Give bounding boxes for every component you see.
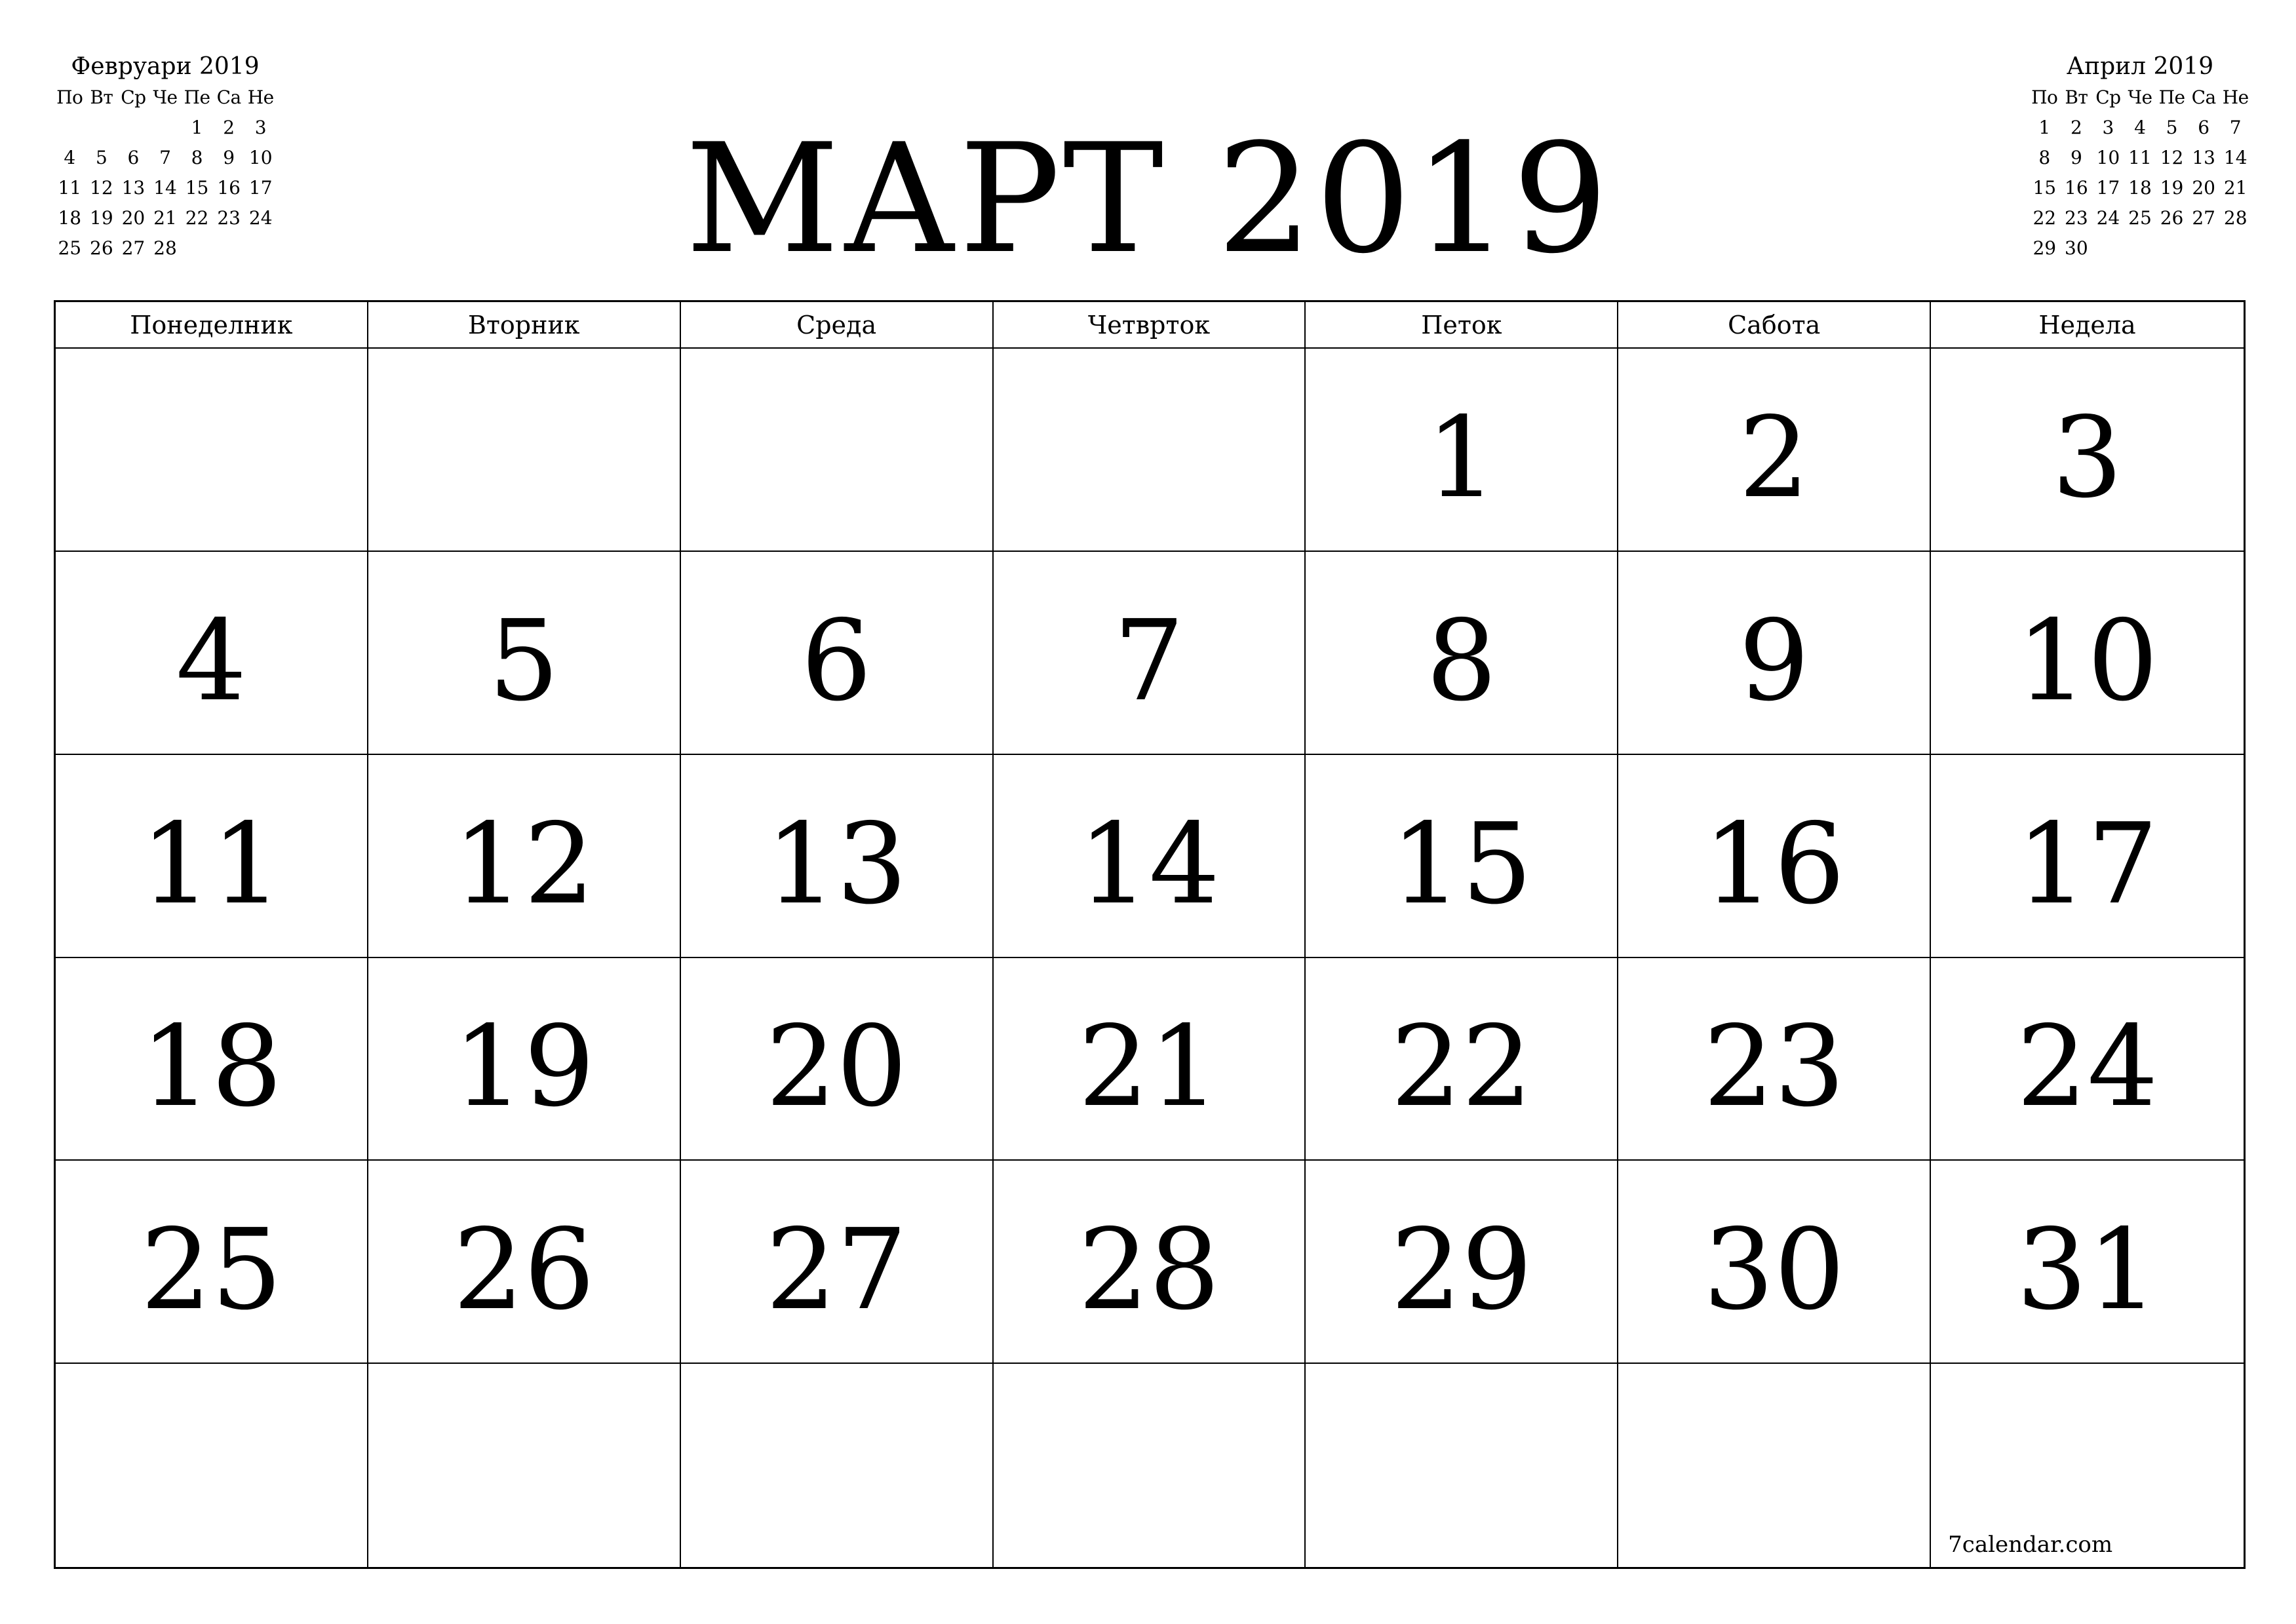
mini-prev-day: 7 xyxy=(159,147,171,168)
mini-next-day: 13 xyxy=(2192,147,2215,168)
day-number: 5 xyxy=(488,596,560,726)
mini-next-day: 2 xyxy=(2070,117,2082,138)
day-cell[interactable] xyxy=(994,755,1306,958)
day-number: 13 xyxy=(765,799,908,929)
day-number: 15 xyxy=(1390,799,1533,929)
mini-next-day xyxy=(2156,233,2188,263)
mini-prev-day: 14 xyxy=(153,177,177,199)
day-number: 28 xyxy=(1078,1205,1220,1336)
month-grid xyxy=(54,300,2246,1569)
mini-next-day: 12 xyxy=(2160,147,2184,168)
mini-prev-weekday: Са xyxy=(216,87,241,108)
mini-prev-day: 4 xyxy=(64,147,76,168)
weekday-header: Среда xyxy=(681,302,994,349)
mini-next-day: 30 xyxy=(2065,237,2088,259)
day-cell[interactable] xyxy=(1306,552,1618,755)
mini-prev-day: 8 xyxy=(191,147,203,168)
mini-prev-day: 12 xyxy=(90,177,113,199)
day-cell[interactable] xyxy=(994,1364,1306,1567)
mini-prev-day: 3 xyxy=(254,117,267,138)
mini-prev-day: 27 xyxy=(121,237,146,259)
day-cell[interactable] xyxy=(1306,349,1618,552)
day-cell[interactable] xyxy=(994,958,1306,1161)
day-cell[interactable] xyxy=(56,552,368,755)
mini-calendar-next-title: Април 2019 xyxy=(2066,53,2214,80)
mini-next-day: 20 xyxy=(2192,177,2215,199)
day-cell[interactable] xyxy=(56,349,368,552)
day-number: 19 xyxy=(453,1002,595,1132)
mini-next-day: 14 xyxy=(2223,147,2247,168)
day-cell[interactable] xyxy=(1618,349,1931,552)
mini-calendar-prev-title: Февруари 2019 xyxy=(71,53,260,80)
day-number: 17 xyxy=(2016,799,2158,929)
mini-prev-day: 1 xyxy=(191,117,203,138)
mini-prev-day: 20 xyxy=(121,207,146,229)
mini-next-day: 10 xyxy=(2096,147,2120,168)
mini-next-day: 26 xyxy=(2160,207,2184,229)
mini-prev-weekday: Вт xyxy=(90,87,113,108)
mini-calendar-next xyxy=(2029,52,2251,263)
mini-next-day: 8 xyxy=(2038,147,2051,168)
mini-prev-day: 10 xyxy=(248,147,273,168)
mini-prev-day: 11 xyxy=(58,177,82,199)
day-cell[interactable] xyxy=(1618,1161,1931,1364)
day-number: 21 xyxy=(1078,1002,1220,1132)
mini-next-day: 23 xyxy=(2065,207,2088,229)
day-number: 29 xyxy=(1390,1205,1533,1336)
day-number: 23 xyxy=(1703,1002,1845,1132)
day-cell[interactable] xyxy=(681,349,994,552)
weekday-header: Вторник xyxy=(368,302,681,349)
mini-prev-day: 9 xyxy=(223,147,235,168)
day-number: 26 xyxy=(453,1205,595,1336)
day-cell[interactable] xyxy=(994,1161,1306,1364)
page-title: МАРТ 2019 xyxy=(685,112,1611,287)
day-cell[interactable] xyxy=(681,1161,994,1364)
mini-next-day xyxy=(2092,233,2124,263)
day-number: 31 xyxy=(2016,1205,2158,1336)
mini-next-day: 25 xyxy=(2128,207,2152,229)
day-cell[interactable] xyxy=(1931,755,2244,958)
weekday-header: Понеделник xyxy=(56,302,368,349)
day-number: 12 xyxy=(453,799,595,929)
mini-next-day: 27 xyxy=(2192,207,2215,229)
day-cell[interactable] xyxy=(1931,958,2244,1161)
mini-prev-day: 17 xyxy=(248,177,273,199)
mini-next-day: 6 xyxy=(2198,117,2210,138)
day-number: 4 xyxy=(176,596,247,726)
day-cell[interactable] xyxy=(1306,958,1618,1161)
weekday-header: Недела xyxy=(1931,302,2244,349)
mini-prev-weekday: Че xyxy=(153,87,178,108)
mini-prev-day: 6 xyxy=(127,147,140,168)
day-cell[interactable] xyxy=(56,1161,368,1364)
mini-next-weekday: Вт xyxy=(2065,87,2088,108)
day-cell[interactable] xyxy=(368,1161,681,1364)
day-cell[interactable] xyxy=(994,552,1306,755)
mini-next-day: 22 xyxy=(2033,207,2057,229)
day-cell[interactable] xyxy=(1306,1161,1618,1364)
mini-next-weekday: Са xyxy=(2191,87,2216,108)
day-cell[interactable] xyxy=(1931,1364,2244,1567)
day-number: 9 xyxy=(1738,596,1810,726)
weekday-header: Сабота xyxy=(1618,302,1931,349)
day-number: 22 xyxy=(1390,1002,1533,1132)
day-number: 1 xyxy=(1426,393,1497,523)
day-cell[interactable] xyxy=(1931,1161,2244,1364)
mini-next-day: 9 xyxy=(2070,147,2082,168)
mini-prev-weekday: Пе xyxy=(184,87,210,108)
day-cell[interactable] xyxy=(1931,349,2244,552)
mini-prev-day: 18 xyxy=(58,207,82,229)
mini-next-day: 29 xyxy=(2033,237,2057,259)
mini-next-day: 21 xyxy=(2223,177,2247,199)
mini-prev-day: 16 xyxy=(217,177,241,199)
day-number: 6 xyxy=(801,596,872,726)
mini-prev-day: 5 xyxy=(95,147,107,168)
mini-prev-day: 25 xyxy=(58,237,82,259)
day-number: 14 xyxy=(1078,799,1220,929)
day-cell[interactable] xyxy=(1618,755,1931,958)
mini-next-day: 11 xyxy=(2128,147,2152,168)
mini-prev-weekday: По xyxy=(56,87,83,108)
mini-prev-weekday: Не xyxy=(247,87,274,108)
day-cell[interactable] xyxy=(368,552,681,755)
day-number: 16 xyxy=(1703,799,1845,929)
day-cell[interactable] xyxy=(681,1364,994,1567)
day-number: 11 xyxy=(140,799,282,929)
mini-prev-day: 24 xyxy=(248,207,273,229)
weekday-header: Четврток xyxy=(994,302,1306,349)
mini-next-weekday: Че xyxy=(2128,87,2152,108)
day-cell[interactable] xyxy=(1618,958,1931,1161)
mini-prev-day: 23 xyxy=(217,207,241,229)
mini-next-day: 19 xyxy=(2160,177,2184,199)
day-number: 7 xyxy=(1113,596,1185,726)
day-cell[interactable] xyxy=(994,349,1306,552)
day-cell[interactable] xyxy=(1618,552,1931,755)
day-cell[interactable] xyxy=(681,755,994,958)
day-number: 20 xyxy=(765,1002,908,1132)
day-number: 8 xyxy=(1426,596,1497,726)
mini-next-day: 15 xyxy=(2033,177,2057,199)
mini-next-day: 24 xyxy=(2096,207,2120,229)
day-cell[interactable] xyxy=(681,958,994,1161)
day-number: 2 xyxy=(1738,393,1810,523)
mini-next-day: 3 xyxy=(2102,117,2114,138)
mini-prev-day: 28 xyxy=(153,237,177,259)
day-number: 30 xyxy=(1703,1205,1845,1336)
mini-prev-weekday: Ср xyxy=(121,87,146,108)
mini-next-weekday: Пе xyxy=(2158,87,2185,108)
day-cell[interactable] xyxy=(56,958,368,1161)
mini-prev-day: 22 xyxy=(185,207,209,229)
day-number: 27 xyxy=(765,1205,908,1336)
mini-prev-day: 21 xyxy=(153,207,177,229)
weekday-header: Петок xyxy=(1306,302,1618,349)
day-cell[interactable] xyxy=(1931,552,2244,755)
mini-next-day: 28 xyxy=(2223,207,2247,229)
day-number: 3 xyxy=(2052,393,2123,523)
mini-next-day: 1 xyxy=(2038,117,2051,138)
mini-next-day: 7 xyxy=(2229,117,2242,138)
mini-next-day xyxy=(2219,233,2251,263)
day-cell[interactable] xyxy=(1306,1364,1618,1567)
mini-next-day xyxy=(2124,233,2156,263)
mini-prev-day: 13 xyxy=(121,177,146,199)
day-number: 25 xyxy=(140,1205,282,1336)
day-cell[interactable] xyxy=(1618,1364,1931,1567)
mini-next-day: 5 xyxy=(2166,117,2178,138)
day-cell[interactable] xyxy=(368,349,681,552)
day-cell[interactable] xyxy=(1306,755,1618,958)
day-cell[interactable] xyxy=(56,1364,368,1567)
mini-next-day: 16 xyxy=(2065,177,2088,199)
mini-prev-day: 19 xyxy=(90,207,113,229)
mini-calendar-next-grid xyxy=(2029,83,2251,263)
mini-next-day: 4 xyxy=(2134,117,2146,138)
mini-next-day: 18 xyxy=(2128,177,2152,199)
day-cell[interactable] xyxy=(368,755,681,958)
mini-next-weekday: Не xyxy=(2222,87,2249,108)
day-cell[interactable] xyxy=(681,552,994,755)
mini-prev-day: 2 xyxy=(223,117,235,138)
mini-next-weekday: Ср xyxy=(2095,87,2121,108)
day-number: 24 xyxy=(2016,1002,2158,1132)
day-number: 10 xyxy=(2016,596,2158,726)
day-cell[interactable] xyxy=(368,1364,681,1567)
mini-next-day xyxy=(2188,233,2220,263)
mini-prev-day: 15 xyxy=(185,177,209,199)
day-number: 18 xyxy=(140,1002,282,1132)
footer-credit: 7calendar.com xyxy=(1948,1532,2113,1558)
mini-next-day: 17 xyxy=(2096,177,2120,199)
day-cell[interactable] xyxy=(368,958,681,1161)
mini-next-weekday: По xyxy=(2031,87,2058,108)
day-cell[interactable] xyxy=(56,755,368,958)
mini-prev-day: 26 xyxy=(90,237,113,259)
